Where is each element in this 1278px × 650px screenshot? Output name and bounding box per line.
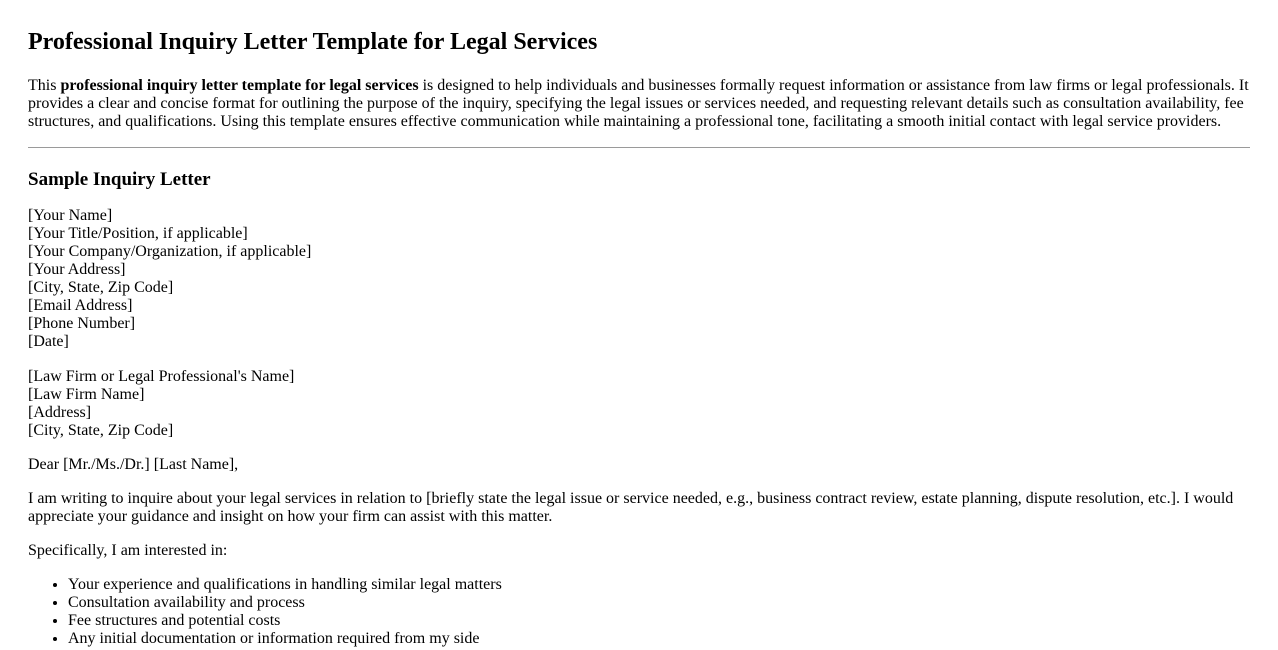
recipient-block xyxy=(28,368,1250,440)
recipient-city-state-zip: [City, State, Zip Code] xyxy=(28,422,174,439)
list-item: • Any initial documentation or information required from my side xyxy=(68,630,1250,648)
recipient-name: [Law Firm or Legal Professional's Name] xyxy=(28,368,295,385)
sender-city-state-zip: [City, State, Zip Code] xyxy=(28,279,174,296)
body-paragraph: I am writing to inquire about your legal services in relation to [briefly state the legal issue or service needed, e.g., business contract review, estate planning, dispute resolution, etc.]. I would appreciate your guidance and insight on how your firm can assist with this matter. xyxy=(28,490,1234,525)
intro-bold-phrase: professional inquiry letter template for legal services xyxy=(60,77,419,94)
list-item: • Your experience and qualifications in handling similar legal matters xyxy=(68,576,1250,594)
section-divider xyxy=(28,147,1250,148)
sender-company: [Your Company/Organization, if applicable] xyxy=(28,243,312,260)
page-title: Professional Inquiry Letter Template for Legal Services xyxy=(28,29,598,55)
sender-title: [Your Title/Position, if applicable] xyxy=(28,225,248,242)
section-title: Sample Inquiry Letter xyxy=(28,169,211,190)
sender-email: [Email Address] xyxy=(28,297,133,314)
list-intro: Specifically, I am interested in: xyxy=(28,542,228,559)
sender-address: [Your Address] xyxy=(28,261,126,278)
salutation: Dear [Mr./Ms./Dr.] [Last Name], xyxy=(28,456,239,473)
recipient-firm: [Law Firm Name] xyxy=(28,386,145,403)
sender-block xyxy=(28,207,1250,351)
intro-suffix: is designed to help individuals and businesses formally request information or assistance from law firms or legal professionals. It provides a clear and concise format for outlining the purpose of the inquiry, specifying the legal issues or services needed, and requesting relevant details such as consultation availability, fee structures, and qualifications. Using this template ensures effective communication while maintaining a professional tone, facilitating a smooth initial contact with legal service providers. xyxy=(28,77,1249,130)
list-item: • Consultation availability and process xyxy=(68,594,1250,612)
list-item: • Fee structures and potential costs xyxy=(68,612,1250,630)
intro-paragraph xyxy=(28,77,1250,131)
recipient-address: [Address] xyxy=(28,404,92,421)
sender-phone: [Phone Number] xyxy=(28,315,136,332)
sender-name: [Your Name] xyxy=(28,207,113,224)
intro-prefix: This xyxy=(28,77,61,94)
letter-date: [Date] xyxy=(28,333,69,350)
interests-list xyxy=(28,576,1250,648)
